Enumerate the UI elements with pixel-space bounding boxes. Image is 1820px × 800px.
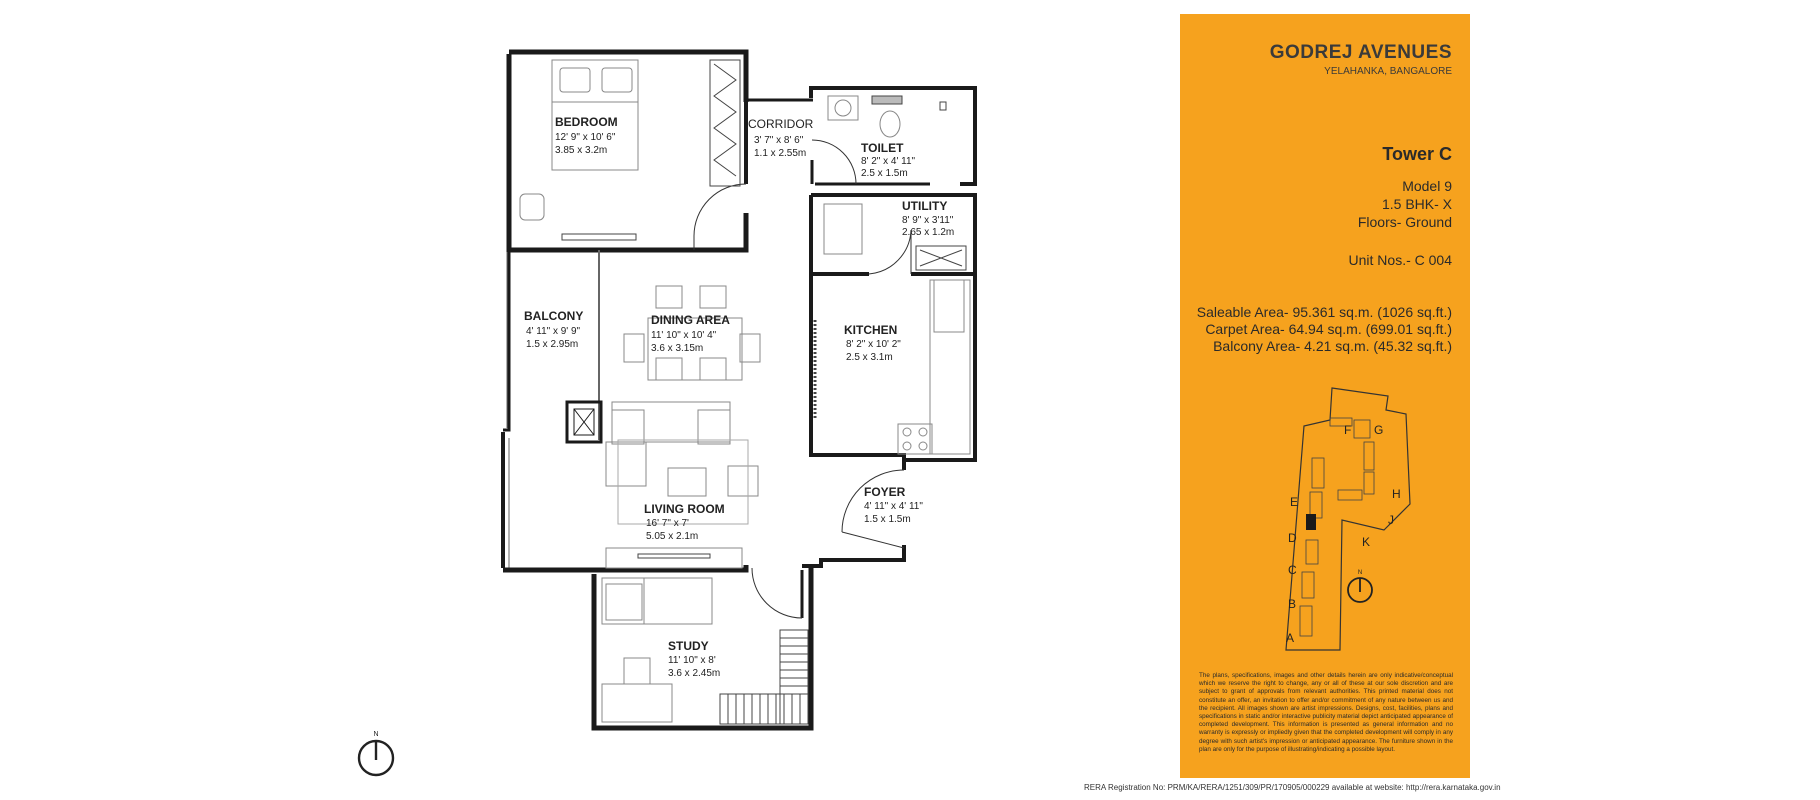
key-north-label: N: [1357, 570, 1363, 576]
doors: [694, 140, 911, 618]
carpet-area: Carpet Area- 64.94 sq.m. (699.01 sq.ft.): [1205, 321, 1452, 337]
dining-dim-imperial: 11' 10" x 10' 4": [651, 330, 717, 341]
key-tower-g: G: [1374, 423, 1384, 437]
north-label: N: [373, 731, 379, 738]
dining-dim-metric: 3.6 x 3.15m: [651, 343, 704, 354]
key-plan-north-icon: [1348, 570, 1372, 602]
toilet-dim-imperial: 8' 2" x 4' 11": [861, 156, 916, 167]
bedroom-name: BEDROOM: [555, 115, 618, 129]
toilet-dim-metric: 2.5 x 1.5m: [861, 168, 908, 179]
key-tower-k: K: [1362, 535, 1371, 549]
project-name: GODREJ AVENUES: [1269, 42, 1452, 63]
tower-title: Tower C: [1382, 144, 1452, 164]
balcony-name: BALCONY: [524, 309, 584, 323]
utility-dim-imperial: 8' 9" x 3'11": [902, 215, 954, 226]
key-tower-b: B: [1288, 597, 1297, 611]
study-name: STUDY: [668, 639, 709, 653]
compass-north-icon: [354, 728, 398, 780]
model-text: Model 9: [1402, 178, 1452, 194]
rera-registration: RERA Registration No: PRM/KA/RERA/1251/309/PR/170905/000229 available at website: http://rera.karnataka.gov.in: [1084, 783, 1501, 792]
key-tower-e: E: [1290, 495, 1299, 509]
foyer-dim-imperial: 4' 11" x 4' 11": [864, 501, 923, 512]
balcony-dim-imperial: 4' 11" x 9' 9": [526, 326, 581, 337]
living-dim-imperial: 16' 7" x 7': [646, 518, 689, 529]
living-name: LIVING ROOM: [644, 502, 725, 516]
corridor-dim-metric: 1.1 x 2.55m: [754, 148, 807, 159]
bedroom-dim-metric: 3.85 x 3.2m: [555, 145, 608, 156]
bedroom-dim-imperial: 12' 9" x 10' 6": [555, 132, 616, 143]
key-tower-d: D: [1288, 531, 1297, 545]
highlighted-tower: [1306, 514, 1316, 530]
utility-dim-metric: 2.65 x 1.2m: [902, 227, 955, 238]
unit-numbers: Unit Nos.- C 004: [1348, 252, 1452, 268]
key-tower-f: F: [1344, 423, 1352, 437]
kitchen-dim-metric: 2.5 x 3.1m: [846, 352, 893, 363]
key-tower-c: C: [1288, 563, 1297, 577]
dining-name: DINING AREA: [651, 313, 730, 327]
corridor-name: CORRIDOR: [748, 117, 814, 131]
balcony-area: Balcony Area- 4.21 sq.m. (45.32 sq.ft.): [1213, 338, 1452, 354]
bhk-text: 1.5 BHK- X: [1381, 196, 1452, 212]
toilet-name: TOILET: [861, 141, 904, 155]
living-dim-metric: 5.05 x 2.1m: [646, 531, 699, 542]
foyer-name: FOYER: [864, 485, 906, 499]
corridor-dim-imperial: 3' 7" x 8' 6": [754, 135, 804, 146]
kitchen-name: KITCHEN: [844, 323, 898, 337]
key-tower-a: A: [1286, 631, 1295, 645]
project-location: YELAHANKA, BANGALORE: [1324, 66, 1452, 77]
saleable-area: Saleable Area- 95.361 sq.m. (1026 sq.ft.): [1196, 304, 1452, 320]
balcony-dim-metric: 1.5 x 2.95m: [526, 339, 579, 350]
kitchen-dim-imperial: 8' 2" x 10' 2": [846, 339, 901, 350]
foyer-dim-metric: 1.5 x 1.5m: [864, 514, 911, 525]
room-labels: [524, 115, 954, 679]
disclaimer-text: The plans, specifications, images and other details herein are only indicative/conceptual which we reserve the right to change, any or all of these at our sole discretion and are subject to grant of approvals from relevant authorities. This printed material does not constitute an offer, an invitation to offer and/or commitment of any nature between us and the recipient. All images shown are artist impressions. Designs, cost, facilities, plans and specifications in static and/or interactive publicity material depict anticipated appearance of completed development. This information is presented as general information and no warranty is expressly or impliedly given that the completed development will comply in any degree with such artist's impression or anticipated appearance. The furniture shown in the plan are only for the purpose of illustrating/indicating a possible layout.: [1199, 672, 1453, 753]
utility-name: UTILITY: [902, 199, 948, 213]
study-dim-imperial: 11' 10" x 8': [668, 655, 716, 666]
study-dim-metric: 3.6 x 2.45m: [668, 668, 721, 679]
floors-text: Floors- Ground: [1357, 214, 1452, 230]
key-plan: [1260, 380, 1460, 670]
key-tower-j: J: [1388, 513, 1394, 527]
info-panel: [1180, 14, 1470, 778]
key-tower-h: H: [1392, 487, 1401, 501]
